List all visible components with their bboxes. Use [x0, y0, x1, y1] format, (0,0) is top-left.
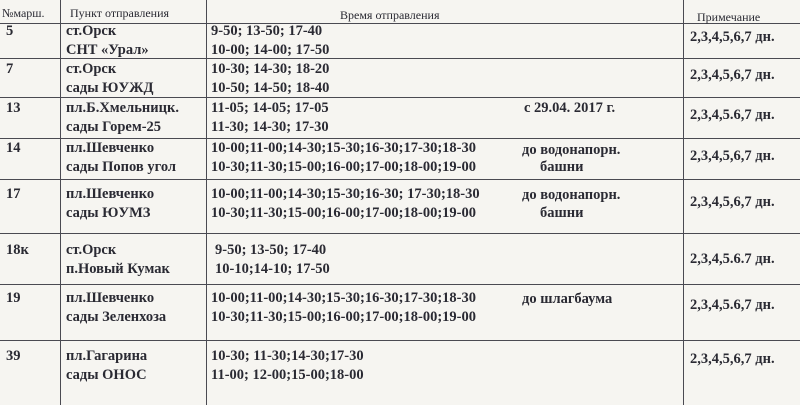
route-to: сады ЮУМЗ — [66, 205, 151, 221]
departure-times: 10-00;11-00;14-30;15-30;16-30;17-30;18-30 — [211, 290, 476, 306]
route-from: пл.Б.Хмельницк. — [66, 100, 179, 116]
divider — [0, 284, 800, 285]
divider — [0, 179, 800, 180]
route-note: башни — [540, 159, 584, 175]
operating-days: 2,3,4,5,6,7 дн. — [690, 194, 775, 210]
header-departure-point: Пункт отправления — [70, 6, 170, 20]
route-number: 13 — [6, 100, 21, 116]
route-from: ст.Орск — [66, 23, 117, 39]
departure-times: 9-50; 13-50; 17-40 — [211, 23, 323, 39]
route-note: с 29.04. 2017 г. — [524, 100, 616, 116]
departure-times: 10-30; 14-30; 18-20 — [211, 61, 330, 77]
divider — [60, 0, 61, 405]
route-number: 18к — [6, 242, 29, 258]
route-from: пл.Шевченко — [66, 186, 155, 202]
route-number: 19 — [6, 290, 21, 306]
departure-times: 11-30; 14-30; 17-30 — [211, 119, 329, 135]
departure-times: 10-00;11-00;14-30;15-30;16-30; 17-30;18-30 — [211, 186, 480, 202]
operating-days: 2,3,4,5.6,7 дн. — [690, 107, 775, 123]
operating-days: 2,3,4,5.6,7 дн. — [690, 297, 775, 313]
route-number: 17 — [6, 186, 21, 202]
route-to: сады Горем-25 — [66, 119, 162, 135]
divider — [0, 23, 800, 24]
route-note: до водонапорн. — [522, 187, 621, 203]
departure-times: 11-00; 12-00;15-00;18-00 — [211, 367, 364, 383]
route-to: сады ОНОС — [66, 367, 147, 383]
departure-times: 10-10;14-10; 17-50 — [215, 261, 330, 277]
departure-times: 10-00; 14-00; 17-50 — [211, 42, 330, 58]
divider — [683, 0, 684, 405]
departure-times: 9-50; 13-50; 17-40 — [215, 242, 327, 258]
departure-times: 10-30;11-30;15-00;16-00;17-00;18-00;19-00 — [211, 309, 476, 325]
route-from: пл.Шевченко — [66, 290, 155, 306]
departure-times: 10-30;11-30;15-00;16-00;17-00;18-00;19-00 — [211, 159, 476, 175]
departure-times: 10-30;11-30;15-00;16-00;17-00;18-00;19-00 — [211, 205, 476, 221]
departure-times: 11-05; 14-05; 17-05 — [211, 100, 329, 116]
route-to: сады Зеленхоза — [66, 309, 167, 325]
route-note: до шлагбаума — [522, 291, 613, 307]
header-departure-time: Время отправления — [340, 8, 440, 22]
route-from: пл.Гагарина — [66, 348, 148, 364]
route-note: до водонапорн. — [522, 142, 621, 158]
operating-days: 2,3,4,5,6,7 дн. — [690, 351, 775, 367]
header-remarks: Примечание — [697, 10, 761, 24]
route-note: башни — [540, 205, 584, 221]
route-number: 7 — [6, 61, 14, 77]
operating-days: 2,3,4,5,6,7 дн. — [690, 29, 775, 45]
operating-days: 2,3,4,5,6,7 дн. — [690, 148, 775, 164]
departure-times: 10-50; 14-50; 18-40 — [211, 80, 330, 96]
route-to: СНТ «Урал» — [66, 42, 149, 58]
departure-times: 10-00;11-00;14-30;15-30;16-30;17-30;18-30 — [211, 140, 476, 156]
header-route-no: №марш. — [2, 6, 45, 20]
route-number: 39 — [6, 348, 21, 364]
route-to: сады ЮУЖД — [66, 80, 154, 96]
divider — [206, 0, 207, 405]
departure-times: 10-30; 11-30;14-30;17-30 — [211, 348, 364, 364]
route-from: ст.Орск — [66, 242, 117, 258]
route-from: пл.Шевченко — [66, 140, 155, 156]
operating-days: 2,3,4,5.6.7 дн. — [690, 251, 775, 267]
divider — [0, 233, 800, 234]
route-to: п.Новый Кумак — [66, 261, 170, 277]
route-from: ст.Орск — [66, 61, 117, 77]
divider — [0, 340, 800, 341]
route-to: сады Попов угол — [66, 159, 177, 175]
route-number: 5 — [6, 23, 14, 39]
operating-days: 2,3,4,5,6,7 дн. — [690, 67, 775, 83]
route-number: 14 — [6, 140, 21, 156]
